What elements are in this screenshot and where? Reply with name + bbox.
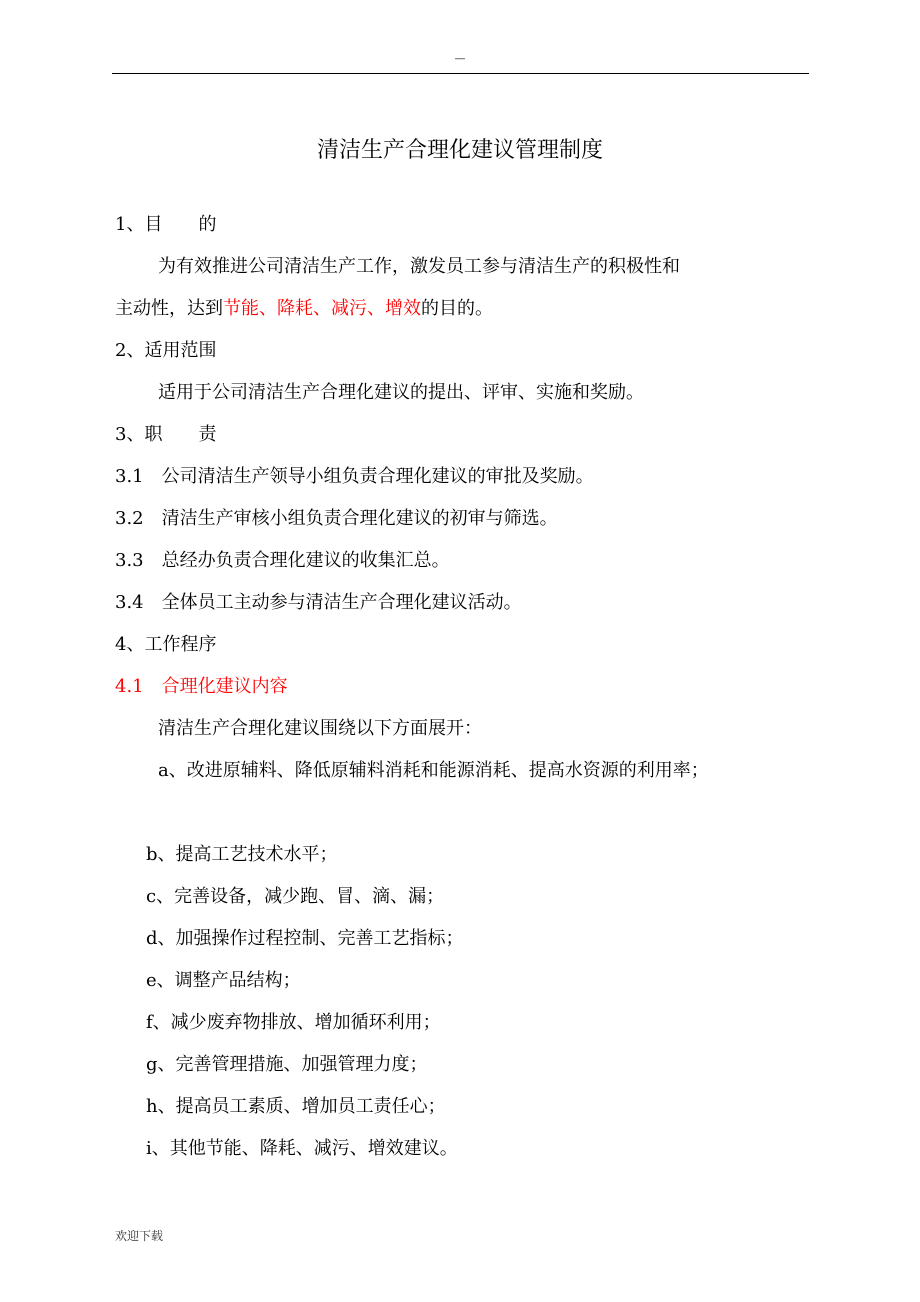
content-item: a、改进原辅料、降低原辅料消耗和能源消耗、提高水资源的利用率；: [158, 760, 709, 781]
duty-item: 3.1 公司清洁生产领导小组负责合理化建议的审批及奖励。: [115, 466, 594, 487]
duties-heading: 3、职 责: [115, 424, 217, 445]
purpose-heading: 1、目 的: [115, 214, 217, 235]
purpose-text-prefix: 主动性，达到: [115, 298, 223, 319]
scope-text: 适用于公司清洁生产合理化建议的提出、评审、实施和奖励。: [158, 382, 644, 403]
content-intro: 清洁生产合理化建议围绕以下方面展开：: [158, 718, 482, 739]
footer-text: 欢迎下载: [115, 1229, 164, 1243]
scope-heading: 2、适用范围: [115, 340, 217, 361]
header-rule: [112, 73, 809, 74]
header-mark: —: [454, 52, 466, 65]
content-item: c、完善设备，减少跑、冒、滴、漏；: [146, 886, 445, 907]
duty-item: 3.3 总经办负责合理化建议的收集汇总。: [115, 550, 450, 571]
content-item: b、提高工艺技术水平；: [146, 844, 338, 865]
content-item: i、其他节能、降耗、减污、增效建议。: [146, 1138, 458, 1159]
purpose-text-line-2: [115, 296, 493, 322]
content-item: d、加强操作过程控制、完善工艺指标；: [146, 928, 464, 949]
content-item: e、调整产品结构；: [146, 970, 301, 991]
duty-item: 3.2 清洁生产审核小组负责合理化建议的初审与筛选。: [115, 508, 558, 529]
document-title: 清洁生产合理化建议管理制度: [316, 138, 603, 163]
content-item: h、提高员工素质、增加员工责任心；: [146, 1096, 446, 1117]
content-heading: 4.1 合理化建议内容: [115, 676, 288, 697]
duty-item: 3.4 全体员工主动参与清洁生产合理化建议活动。: [115, 592, 522, 613]
purpose-highlight: 节能、降耗、减污、增效: [223, 298, 421, 319]
purpose-text-line-1: 为有效推进公司清洁生产工作，激发员工参与清洁生产的积极性和: [158, 256, 680, 277]
purpose-text-suffix: 的目的。: [421, 298, 493, 319]
procedure-heading: 4、工作程序: [115, 634, 217, 655]
content-item: f、减少废弃物排放、增加循环利用；: [146, 1012, 441, 1033]
content-item: g、完善管理措施、加强管理力度；: [146, 1054, 428, 1075]
